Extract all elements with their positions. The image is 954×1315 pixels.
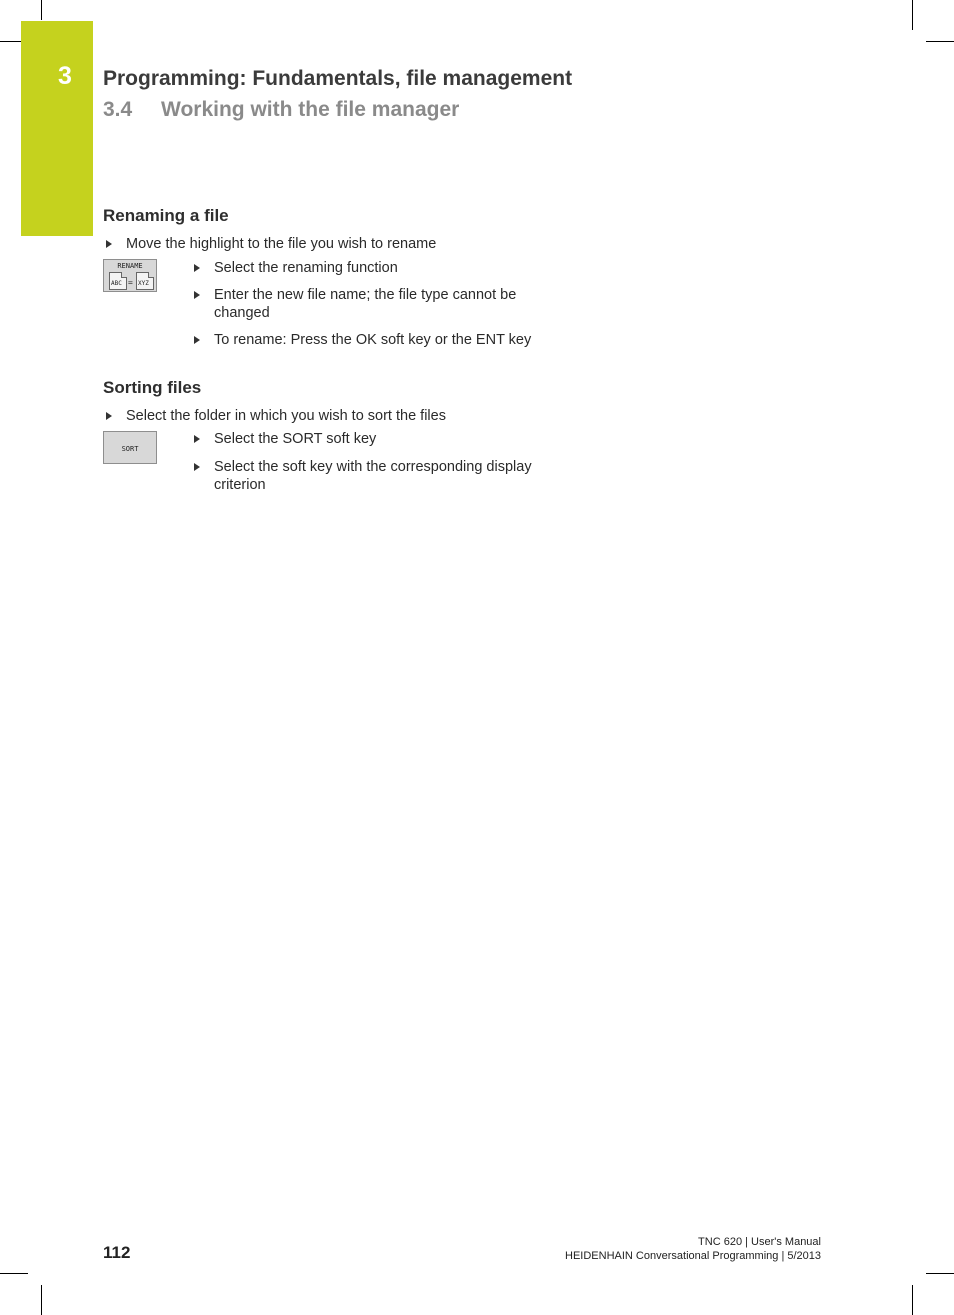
crop-mark bbox=[0, 41, 21, 42]
arrow-icon bbox=[106, 240, 112, 248]
rename-softkey bbox=[103, 259, 157, 292]
file-icon: ABC bbox=[109, 272, 127, 290]
chapter-title: Programming: Fundamentals, file management bbox=[103, 67, 573, 90]
list-item: Select the renaming function bbox=[194, 259, 544, 277]
crop-mark bbox=[0, 1273, 28, 1274]
crop-mark bbox=[912, 0, 913, 30]
renaming-heading: Renaming a file bbox=[103, 206, 229, 225]
chapter-tab bbox=[21, 21, 93, 236]
arrow-icon bbox=[194, 463, 200, 471]
section-title bbox=[103, 98, 459, 122]
arrow-icon bbox=[106, 412, 112, 420]
sorting-intro-step: Select the folder in which you wish to sort the files bbox=[106, 407, 566, 425]
footer-line-1: TNC 620 | User's Manual bbox=[698, 1236, 821, 1248]
section-number: 3.4 bbox=[103, 98, 133, 121]
crop-mark bbox=[926, 41, 954, 42]
list-item: Select the SORT soft key bbox=[194, 430, 544, 448]
file-icon: XYZ bbox=[136, 272, 154, 290]
sorting-heading: Sorting files bbox=[103, 378, 202, 397]
crop-mark bbox=[926, 1273, 954, 1274]
equals-sign: = bbox=[128, 278, 133, 287]
arrow-icon bbox=[194, 264, 200, 272]
arrow-icon bbox=[194, 291, 200, 299]
list-item: Enter the new file name; the file type cannot be changed bbox=[194, 286, 544, 322]
page-number: 112 bbox=[103, 1243, 131, 1262]
sort-softkey bbox=[103, 431, 157, 464]
renaming-intro-step: Move the highlight to the file you wish to rename bbox=[106, 235, 566, 253]
sort-softkey-label: SORT bbox=[121, 445, 139, 453]
list-item: To rename: Press the OK soft key or the ENT key bbox=[194, 331, 554, 349]
arrow-icon bbox=[194, 336, 200, 344]
crop-mark bbox=[41, 1285, 42, 1315]
footer bbox=[565, 1235, 821, 1263]
crop-mark bbox=[41, 0, 42, 20]
rename-softkey-label: RENAME bbox=[117, 262, 143, 270]
footer-line-2: HEIDENHAIN Conversational Programming | 5/2013 bbox=[565, 1250, 821, 1262]
chapter-number: 3 bbox=[58, 62, 72, 90]
list-item: Select the soft key with the corresponding display criterion bbox=[194, 458, 554, 494]
crop-mark bbox=[912, 1285, 913, 1315]
arrow-icon bbox=[194, 435, 200, 443]
section-title-text: Working with the file manager bbox=[161, 98, 460, 121]
